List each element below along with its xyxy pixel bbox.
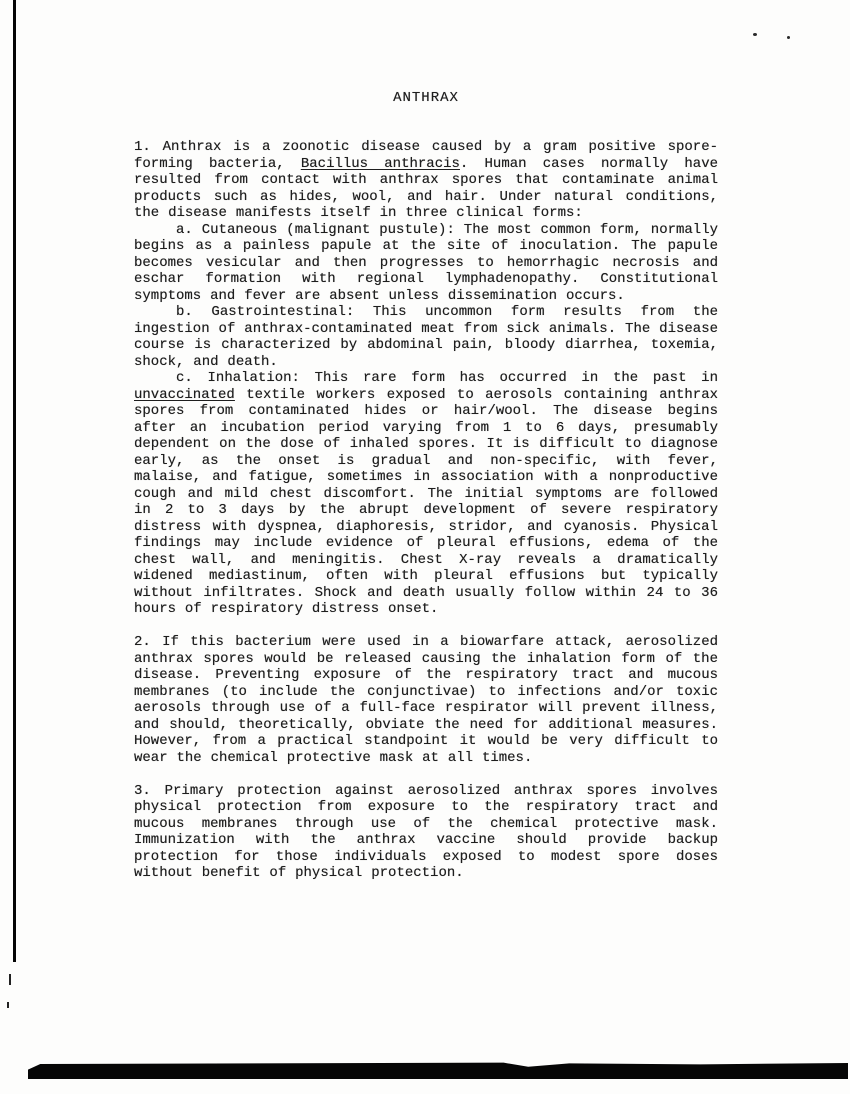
scan-artifact-left-edge-line xyxy=(13,0,16,962)
paragraph-1c-inhalation xyxy=(134,370,718,618)
paragraph-1c-text-start: c. Inhalation: This rare form has occurred in the past in xyxy=(176,370,718,386)
scan-speck-left-1 xyxy=(9,974,11,985)
paragraph-1-text-end: . Human cases normally have resulted from contact with anthrax spores that contaminate animal products such as hides, wool, and hair. Under natural conditions, the disease manifests itself in three clinical forms: xyxy=(134,155,718,221)
document-body xyxy=(134,90,718,882)
scan-speck-left-2 xyxy=(7,1002,9,1008)
paragraph-1-text-start: 1. Anthrax is a zoonotic disease caused by a gram positive spore-forming bacteria, xyxy=(134,139,718,172)
bacillus-anthracis-underlined-text: Bacillus anthracis xyxy=(300,155,460,172)
paragraph-3-primary-protection: 3. Primary protection against aerosolized anthrax spores involves physical protection from exposure to the respiratory tract and mucous membranes through use of the chemical protective mask. Immunization with the anthrax vaccine should provide backup protection for those individuals exposed to modest spore doses without benefit of physical protection. xyxy=(134,782,718,881)
scan-artifact-bottom-bar xyxy=(28,1062,848,1079)
paragraph-1a-cutaneous: a. Cutaneous (malignant pustule): The most common form, normally begins as a painless papule at the site of inoculation. The papule becomes vesicular and then progresses to hemorrhagic necrosis and eschar formation with regional lymphadenopathy. Constitutional symptoms and fever are absent unless dissemination occurs. xyxy=(134,221,718,304)
unvaccinated-underlined-text: unvaccinated xyxy=(134,386,235,403)
paragraph-2-biowarfare: 2. If this bacterium were used in a biowarfare attack, aerosolized anthrax spores would be released causing the inhalation form of the disease. Preventing exposure of the respiratory tract and mucous membranes (to include the conjunctivae) to infections and/or toxic aerosols through use of a full-face respirator will prevent illness, and should, theoretically, obviate the need for additional measures. However, from a practical standpoint it would be very difficult to wear the chemical protective mask at all times. xyxy=(134,634,718,766)
paragraph-1 xyxy=(134,139,718,222)
paragraph-1b-gastrointestinal: b. Gastrointestinal: This uncommon form results from the ingestion of anthrax-contaminated meat from sick animals. The disease course is characterized by abdominal pain, bloody diarrhea, toxemia, shock, and death. xyxy=(134,304,718,370)
paragraph-1c-text-end: textile workers exposed to aerosols containing anthrax spores from contaminated hides or hair/wool. The disease begins after an incubation period varying from 1 to 6 days, presumably dependent on the dose of inhaled spores. It is difficult to diagnose early, as the onset is gradual and non-specific, with fever, malaise, and fatigue, sometimes in association with a nonproductive cough and mild chest discomfort. The initial symptoms are followed in 2 to 3 days by the abrupt development of severe respiratory distress with dyspnea, diaphoresis, stridor, and cyanosis. Physical findings may include evidence of pleural effusions, edema of the chest wall, and meningitis. Chest X-ray reveals a dramatically widened mediastinum, often with pleural effusions but typically without infiltrates. Shock and death usually follow within 24 to 36 hours of respiratory distress onset. xyxy=(134,386,718,617)
document-title: ANTHRAX xyxy=(393,90,459,106)
scan-speck-top-right-1 xyxy=(753,33,757,36)
scan-speck-top-right-2 xyxy=(787,36,790,39)
